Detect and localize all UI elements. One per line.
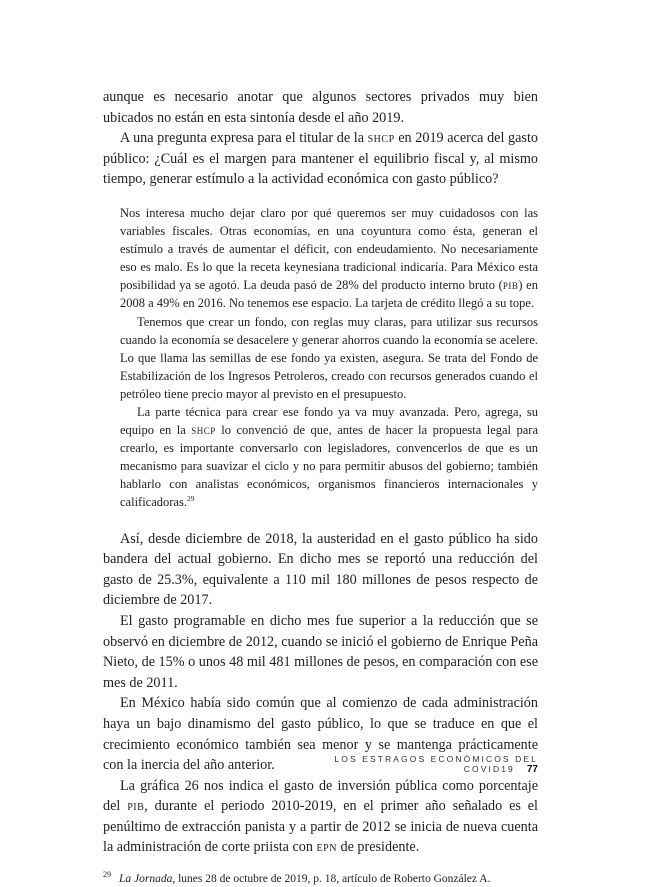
page-number: 77 [526,764,538,775]
acronym-pib: pib [127,798,145,815]
acronym-shcp: shcp [191,423,216,438]
footnote-source-title: La Jornada [119,873,173,886]
acronym-shcp: shcp [367,130,395,147]
acronym-epn: epn [316,839,337,856]
running-footer [300,754,538,775]
paragraph-graph-26: La gráfica 26 nos indica el gasto de inversión pública como porcentaje del pib, durante el periodo 2010-2019, en el primer año señalado es el penúltimo de extracción panista y a partir de 2012 se inicia de nueva cuenta la administración de corte priista con epn de presidente. [103,777,539,856]
acronym-pib: pib [502,278,519,293]
paragraph-programmable-spending: El gasto programable en dicho mes fue superior a la reducción que se observó en diciembre de 2012, cuando se inició el gobierno de Enrique Peña Nieto, de 15% o unos 48 mil 481 millones de pesos, en comparación con ese mes de 2011. [103,612,538,691]
paragraph-question: A una pregunta expresa para el titular de la shcp en 2019 acerca del gasto público: ¿Cuál es el margen para mantener el equilibrio fiscal y, al mismo tiempo, generar estímulo a la actividad económica con gasto público? [103,130,538,188]
footnote [103,872,538,887]
footnote-number: 29 [103,870,111,880]
quote-paragraph-1: Nos interesa mucho dejar claro por qué queremos ser muy cuidadosos con las variables fiscales. Otras economías, en una coyuntura como ésta, generan el estímulo a través de aumentar el déficit, con endeudamiento. No necesariamente eso es malo. Es lo que la receta keynesiana tradicional indicaría. Para México esta posibilidad ya se agotó. La deuda pasó de 28% del producto interno bruto (pib) en 2008 a 49% en 2016. No tenemos ese espacio. La tarjeta de crédito llegó a su tope. [120,205,538,311]
paragraph-low-dynamism: En México había sido común que al comienzo de cada administración haya un bajo dinamismo del gasto público, lo que se traduce en que el crecimiento económico también sea menor y se mantenga prácticamente con la inercia del año anterior. [103,695,538,774]
footnote-text: , lunes 28 de octubre de 2019, p. 18, artículo de Roberto González A. [172,873,491,886]
paragraph-continuation: aunque es necesario anotar que algunos sectores privados muy bien ubicados no están en esta sintonía desde el año 2019. [103,89,538,126]
quote-paragraph-2: Tenemos que crear un fondo, con reglas muy claras, para utilizar sus recursos cuando la economía se desacelere y generar ahorros cuando la economía se acelere. Lo que llama las semillas de ese fondo ya existen, asegura. Se trata del Fondo de Estabilización de los Ingresos Petroleros, creado con recursos generados cuando el petróleo tiene precio mayor al previsto en el presupuesto. [120,314,538,401]
block-quote [120,204,538,512]
footnote-reference[interactable]: 29 [186,494,195,504]
quote-paragraph-3: La parte técnica para crear ese fondo ya va muy avanzada. Pero, agrega, su equipo en la shcp lo convenció de que, antes de hacer la propuesta legal para crearlo, es importante conversarlo con legisladores, convencerlos de que es un mecanismo para suavizar el ciclo y no para permitir abusos del gobierno; también hablarlo con analistas económicos, organismos financieros internacionales y calificadoras.$^{29}$ [120,405,538,510]
running-title: LOS ESTRAGOS ECONÓMICOS DEL COVID19 [334,754,538,774]
paragraph-austerity: Así, desde diciembre de 2018, la austeridad en el gasto público ha sido bandera del actual gobierno. En dicho mes se reportó una reducción del gasto de 25.3%, equivalente a 110 mil 180 millones de pesos respecto de diciembre de 2017. [103,530,538,609]
